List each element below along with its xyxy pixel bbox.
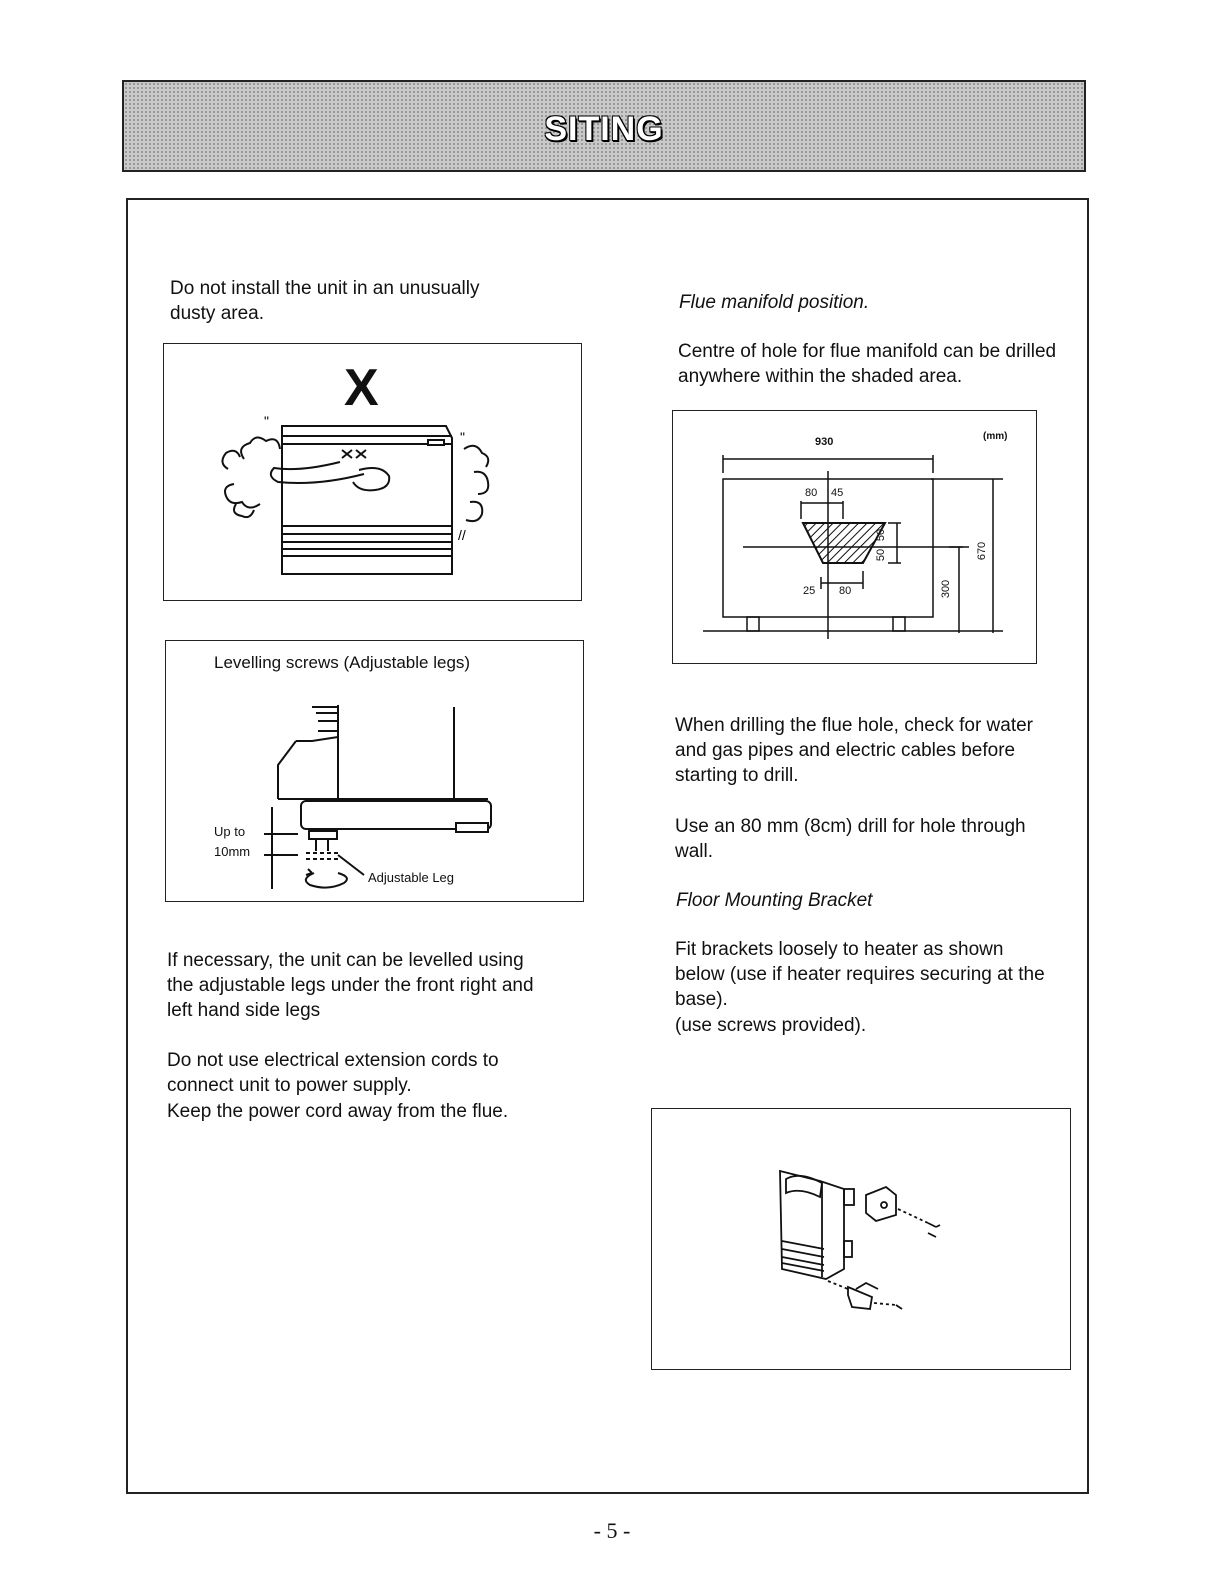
dim-width-label: 930 <box>815 436 834 448</box>
levelling-caption: Levelling screws (Adjustable legs) <box>214 653 471 672</box>
drill-size-text: Use an 80 mm (8cm) drill for hole through wall. <box>675 816 1026 862</box>
dim-670-label: 670 <box>976 541 989 561</box>
ten-mm-label: 10mm <box>214 844 251 859</box>
dim-45-label: 45 <box>831 487 844 499</box>
svg-text://: // <box>458 527 466 543</box>
extension-cord-text: Do not use electrical extension cords to connect unit to power supply. <box>167 1050 499 1096</box>
levelling-screws-illustration <box>165 640 584 902</box>
section-title: SITING <box>544 110 664 148</box>
dim-300-label: 300 <box>940 579 953 599</box>
flue-dimension-drawing <box>673 411 1035 661</box>
dim-unit-label: (mm) <box>983 431 1008 442</box>
section-banner <box>122 80 1086 172</box>
dim-80-bottom-label: 80 <box>839 585 852 597</box>
power-cord-text: Keep the power cord away from the flue. <box>167 1101 509 1122</box>
prohibited-mark: X <box>344 359 379 417</box>
dust-warning-text: Do not install the unit in an unusually dusty area. <box>170 278 480 324</box>
floor-bracket-drawing <box>652 1109 1069 1368</box>
flue-position-diagram <box>672 410 1037 664</box>
dim-80-top-label: 80 <box>805 487 818 499</box>
svg-text:": " <box>264 413 269 429</box>
flue-heading: Flue manifold position. <box>679 292 870 313</box>
adjustable-leg-label: Adjustable Leg <box>368 870 455 885</box>
bracket-screws-text: (use screws provided). <box>675 1015 867 1036</box>
svg-text:": " <box>460 429 465 445</box>
dim-25-label: 25 <box>803 585 816 597</box>
up-to-label: Up to <box>214 824 246 839</box>
flue-text: Centre of hole for flue manifold can be drilled anywhere within the shaded area. <box>678 341 1057 387</box>
bracket-heading: Floor Mounting Bracket <box>676 890 873 911</box>
dim-50b-label: 50 <box>875 548 888 562</box>
dim-50a-label: 50 <box>875 528 888 542</box>
dusty-area-illustration <box>163 343 582 601</box>
levelling-text: If necessary, the unit can be levelled using the adjustable legs under the front right and left hand side legs <box>167 950 534 1021</box>
floor-bracket-illustration <box>651 1108 1071 1370</box>
page-number: - 5 - <box>593 1518 631 1543</box>
drill-check-text: When drilling the flue hole, check for water and gas pipes and electric cables before starting to drill. <box>675 715 1034 786</box>
adjustable-leg-drawing <box>166 641 582 899</box>
bracket-text: Fit brackets loosely to heater as shown below (use if heater requires securing at the base). <box>675 939 1045 1010</box>
